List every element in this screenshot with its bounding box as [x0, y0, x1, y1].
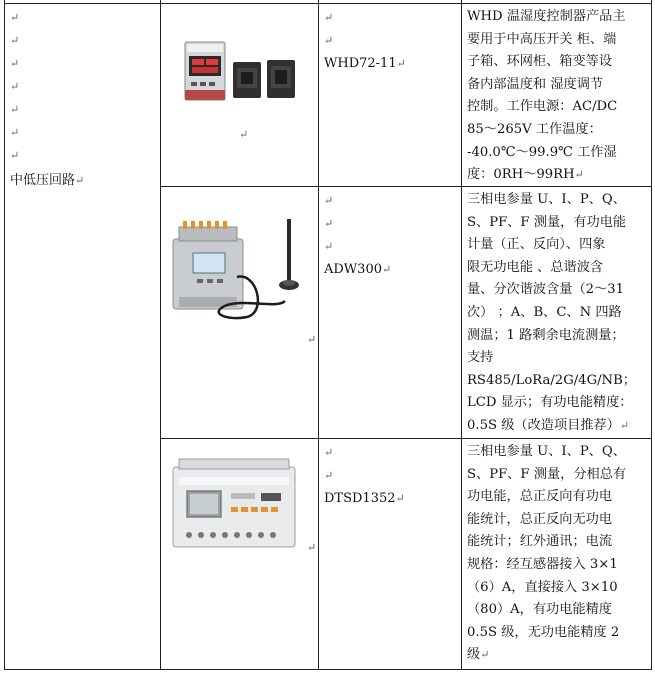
- desc-line: 度：0RH～99RH: [467, 167, 575, 183]
- product-image-cell: [161, 439, 318, 669]
- product-model-cell: [324, 6, 460, 186]
- product-model-3: DTSD1352: [324, 491, 396, 506]
- desc-line: 能统计；红外通讯；电流: [467, 534, 613, 550]
- desc-line: 功电能，总正反向有功电: [467, 489, 613, 505]
- dtsd1352-device-image: [169, 457, 299, 553]
- desc-line: （80）A，有功电能精度: [467, 602, 612, 618]
- para-mark: ↵: [480, 648, 490, 662]
- para-mark: ↵: [395, 492, 405, 505]
- desc-line: 0.5S 级，无功电能精度 2: [467, 624, 620, 640]
- product-desc-2: [467, 189, 651, 438]
- desc-line: S、PF、F 测量，分相总有: [467, 466, 627, 482]
- para-mark: ↵: [10, 149, 20, 162]
- para-mark: ↵: [10, 11, 20, 24]
- product-model-cell: [324, 189, 460, 438]
- para-mark: ↵: [324, 11, 334, 24]
- para-mark: ↵: [619, 418, 630, 432]
- para-mark: ↵: [307, 541, 317, 554]
- product-desc-3: [467, 441, 651, 669]
- para-mark: ↵: [574, 168, 584, 182]
- desc-line: （6）A，直接接入 3×10: [467, 579, 618, 595]
- para-mark: ↵: [10, 80, 20, 93]
- desc-line: 计量（正、反向）、四象: [467, 237, 606, 253]
- product-model-cell: [324, 441, 460, 669]
- product-image-cell: [161, 187, 318, 438]
- desc-line: 规格：经互感器接入 3×1: [467, 556, 618, 572]
- desc-line: 控制。工作电源：AC/DC: [467, 99, 618, 115]
- desc-line: 支持: [467, 350, 494, 366]
- desc-line: 量、分次谐波含量（2～31: [467, 282, 625, 298]
- para-mark: ↵: [324, 240, 334, 253]
- desc-line: -40.0℃～99.9℃ 工作湿: [467, 144, 617, 160]
- whd72-device-image: [183, 38, 303, 104]
- adw300-device-image: [167, 217, 307, 327]
- desc-line: RS485/LoRa/2G/4G/NB；: [467, 372, 636, 388]
- product-desc-1: [467, 6, 651, 186]
- para-mark: ↵: [324, 446, 334, 459]
- para-mark: ↵: [10, 34, 20, 47]
- table-border-top: [4, 3, 652, 4]
- desc-line: 三相电参量 U、I、P、Q、: [467, 444, 626, 459]
- para-mark: ↵: [324, 469, 334, 482]
- para-mark: ↵: [10, 57, 20, 70]
- product-image-cell: [161, 4, 318, 186]
- desc-line: 备内部温度和 湿度调节: [467, 76, 604, 92]
- para-mark: ↵: [382, 263, 392, 276]
- left-column-cell: [10, 6, 158, 186]
- section-label: 中低压回路: [10, 173, 76, 186]
- para-mark: ↵: [324, 217, 334, 230]
- desc-line: 能统计，总正反向无功电: [467, 511, 613, 527]
- para-mark: ↵: [324, 34, 334, 47]
- desc-line: 三相电参量 U、I、P、Q、: [467, 192, 626, 207]
- desc-line: 子箱、环网柜、箱变等设: [467, 54, 613, 70]
- desc-line: 限无功电能 、总谐波含: [467, 259, 604, 275]
- product-model-2: ADW300: [324, 262, 382, 277]
- para-mark: ↵: [324, 194, 334, 207]
- desc-line: 85～265V 工作温度：: [467, 121, 602, 137]
- product-model-1: WHD72-11: [324, 56, 397, 71]
- table-border-col2: [318, 0, 319, 669]
- para-mark: ↵: [10, 103, 20, 116]
- table-border-col3: [461, 0, 462, 669]
- para-mark: ↵: [10, 126, 20, 139]
- table-border-right: [651, 0, 652, 669]
- desc-line: 0.5S 级（改造项目推荐）: [467, 417, 620, 433]
- para-mark: ↵: [396, 57, 406, 70]
- desc-line: LCD 显示；有功电能精度：: [467, 395, 633, 411]
- desc-line: 次） ；A、B、C、N 四路: [467, 304, 622, 320]
- desc-line: WHD 温湿度控制器产品主: [467, 9, 626, 24]
- table-border-bottom: [4, 669, 652, 670]
- para-mark: ↵: [307, 333, 317, 346]
- para-mark: ↵: [75, 174, 85, 186]
- desc-line: 级: [467, 647, 481, 663]
- table-border-left: [4, 0, 5, 669]
- para-mark: ↵: [239, 128, 249, 141]
- desc-line: S、PF、F 测量，有功电能: [467, 214, 627, 230]
- desc-line: 测温；1 路剩余电流测量；: [467, 327, 625, 343]
- desc-line: 要用于中高压开关 柜、端: [467, 31, 617, 47]
